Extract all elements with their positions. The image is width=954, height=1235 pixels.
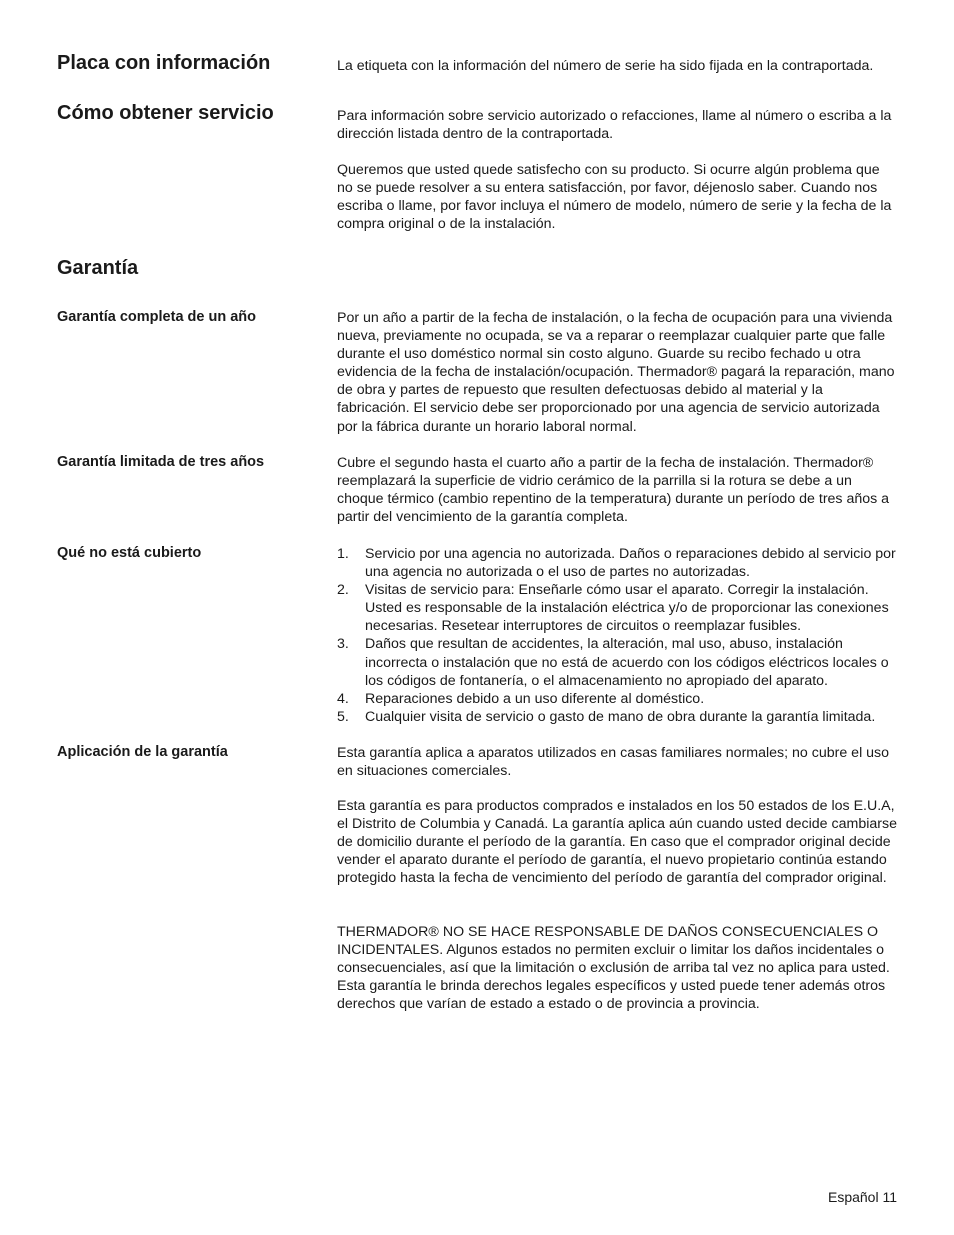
list-item [337, 545, 899, 581]
heading-servicio: Cómo obtener servicio [57, 102, 274, 124]
list-item-number: 5. [337, 708, 349, 725]
list-item [337, 708, 899, 726]
list-item-number: 2. [337, 582, 349, 599]
label-aplicacion: Aplicación de la garantía [57, 744, 228, 760]
list-item-text: Servicio por una agencia no autorizada. Daños o reparaciones debido al servicio por una agencia no autorizada o el uso de partes no autorizadas. [365, 546, 896, 581]
list-item [337, 581, 899, 635]
label-garantia-limitada: Garantía limitada de tres años [57, 454, 265, 470]
list-item-text: Cualquier visita de servicio o gasto de mano de obra durante la garantía limitada. [365, 708, 876, 725]
list-item-number: 1. [337, 546, 349, 562]
list-item-text: Daños que resultan de accidentes, la alteración, mal uso, abuso, instalación incorrecta o instalación que no está de acuerdo con los códigos eléctricos locales o los códigos de fontanería, o el almacenamiento no apropiado del aparato. [365, 636, 889, 689]
list-item-text: Visitas de servicio para: Enseñarle cómo usar el aparato. Corregir la instalación. Usted es responsable de la instalación eléctrica y/o de proporcionar las conexiones necesarias. Resetear interruptores de circuitos o reemplazar fusibles. [365, 582, 889, 635]
list-item [337, 635, 899, 689]
placa-text: La etiqueta con la información del número de serie ha sido fijada en la contraportada. [337, 58, 874, 74]
garantia-limitada-text: Cubre el segundo hasta el cuarto año a partir de la fecha de instalación. Thermador® reemplazará la superficie de vidrio cerámico de la parrilla si la rotura se debe a un choque térmico (cambio repentino de la temperatura) durante un período de tres años a partir del vencimiento de la garantía completa. [337, 455, 890, 526]
label-no-cubierto: Qué no está cubierto [57, 545, 202, 561]
aplicacion-paragraph-2: Esta garantía es para productos comprados e instalados en los 50 estados de los E.U.A, el Distrito de Columbia y Canadá. La garantía aplica aún cuando usted decide cambiarse de domicilio durante el período de la garantía. En caso que el comprador original decide vender el aparato durante el período de garantía, el nuevo propietario continúa estando protegido hasta la fecha de vencimiento del período de garantía del comprador original. [337, 798, 897, 887]
aplicacion-paragraph-3: THERMADOR® NO SE HACE RESPONSABLE DE DAÑOS CONSECUENCIALES O INCIDENTALES. Algunos estados no permiten excluir o limitar los daños incidentales o consecuenciales, así que la limitación o exclusión de arriba tal vez no aplica para usted. Esta garantía le brinda derechos legales específicos y usted puede tener además otros derechos que varían de estado a estado o de provincia a provincia. [337, 924, 890, 1013]
aplicacion-paragraph-1: Esta garantía aplica a aparatos utilizados en casas familiares normales; no cubre el uso en situaciones comerciales. [337, 745, 890, 780]
garantia-completa-text: Por un año a partir de la fecha de instalación, o la fecha de ocupación para una vivienda nueva, previamente no ocupada, se va a reparar o reemplazar cualquier parte que falle durante el uso doméstico normal sin costo alguno. Guarde su recibo fechado u otra evidencia de la fecha de instalación/ocupación. Thermador® pagará la reparación, mano de obra y partes de repuesto que resulten defectuosas debido al material y la fabricación. El servicio debe ser proporcionado por una agencia de servicio autorizada por la fábrica durante un horario laboral normal. [337, 310, 895, 435]
heading-placa: Placa con información [57, 52, 271, 74]
label-garantia-completa: Garantía completa de un año [57, 309, 257, 325]
list-item-number: 3. [337, 636, 349, 653]
servicio-paragraph-1: Para información sobre servicio autorizado o refacciones, llame al número o escriba a la dirección listada dentro de la contraportada. [337, 108, 892, 143]
no-cubierto-list [337, 545, 899, 726]
page-number: Español 11 [827, 1189, 897, 1205]
heading-garantia: Garantía [57, 257, 139, 279]
list-item-text: Reparaciones debido a un uso diferente al doméstico. [365, 690, 705, 707]
list-item [337, 690, 899, 708]
list-item-number: 4. [337, 690, 349, 707]
servicio-paragraph-2: Queremos que usted quede satisfecho con su producto. Si ocurre algún problema que no se puede resolver a su entera satisfacción, por favor, déjenoslo saber. Cuando nos escriba o llame, por favor incluya el número de modelo, número de serie y la fecha de la compra original o de la instalación. [337, 162, 892, 233]
